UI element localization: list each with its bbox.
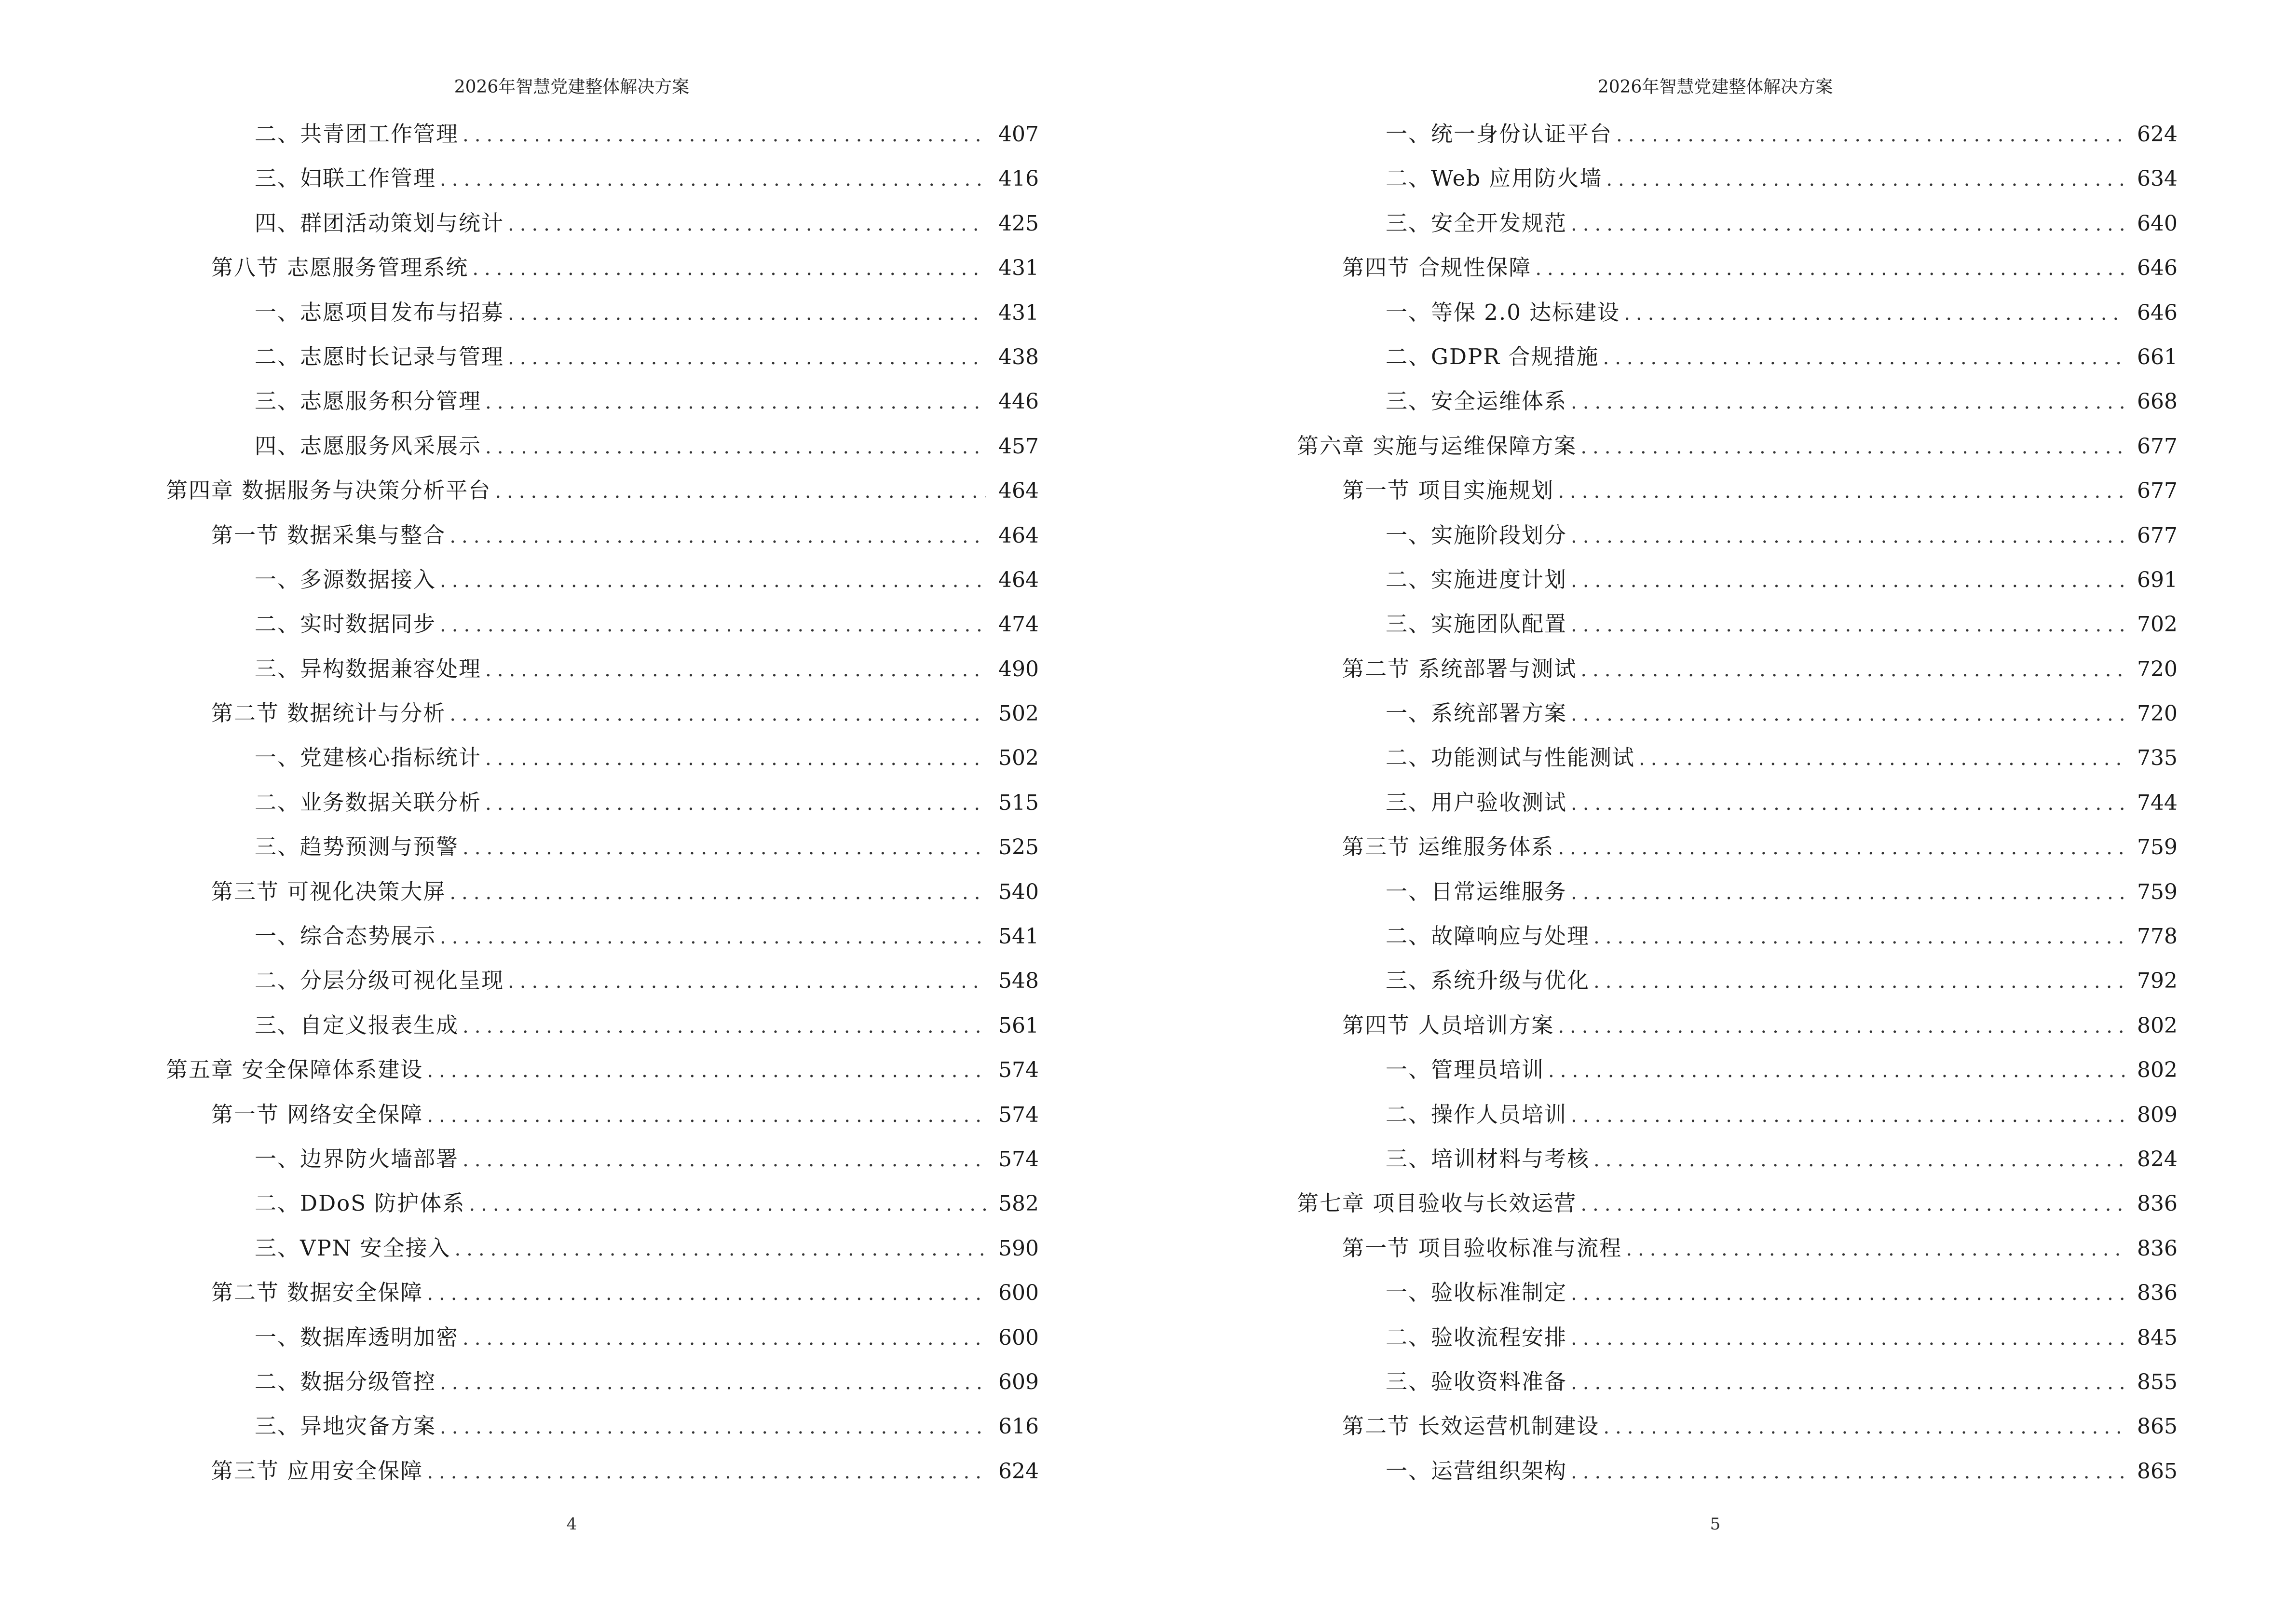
dot-leader (463, 1146, 986, 1174)
toc-entry-title: 第二节 数据安全保障 (211, 1280, 423, 1306)
toc-entry-title: 二、业务数据关联分析 (255, 789, 482, 815)
toc-entry[interactable] (1297, 1412, 2178, 1456)
toc-entry-page-number: 661 (2137, 344, 2178, 369)
toc-entry-page-number: 624 (2137, 122, 2178, 147)
dot-leader (1593, 1146, 2124, 1174)
toc-entry-title: 第四节 人员培训方案 (1342, 1012, 1554, 1038)
toc-entry-title: 第二节 数据统计与分析 (211, 700, 446, 726)
toc-entry[interactable] (1297, 1100, 2178, 1145)
toc-entry[interactable] (166, 1367, 1039, 1412)
toc-entry-page-number: 574 (998, 1102, 1039, 1127)
dot-leader (1558, 833, 2124, 862)
table-of-contents (1297, 120, 2178, 1501)
dot-leader (440, 1368, 986, 1397)
toc-entry-page-number: 416 (998, 166, 1039, 191)
toc-entry-page-number: 582 (998, 1191, 1039, 1216)
dot-leader (1548, 1056, 2124, 1085)
toc-entry-page-number: 759 (2137, 879, 2178, 904)
toc-entry-page-number: 474 (998, 612, 1039, 637)
dot-leader (1603, 1413, 2124, 1442)
toc-entry-page-number: 600 (998, 1325, 1039, 1350)
dot-leader (440, 1413, 986, 1442)
dot-leader (463, 833, 986, 862)
dot-leader (1580, 1190, 2124, 1219)
toc-entry-page-number: 855 (2137, 1369, 2178, 1394)
toc-entry[interactable] (166, 298, 1039, 342)
dot-leader (1571, 566, 2124, 595)
dot-leader (485, 655, 986, 684)
dot-leader (440, 165, 986, 194)
toc-entry[interactable] (166, 1234, 1039, 1278)
toc-entry-title: 二、故障响应与处理 (1386, 923, 1590, 949)
dot-leader (508, 343, 986, 372)
toc-entry-title: 一、边界防火墙部署 (255, 1146, 459, 1172)
toc-entry[interactable] (1297, 521, 2178, 565)
toc-entry-page-number: 691 (2137, 567, 2178, 592)
toc-entry-title: 第四章 数据服务与决策分析平台 (166, 478, 491, 504)
toc-entry-page-number: 845 (2137, 1325, 2178, 1350)
dot-leader (1571, 1458, 2124, 1487)
toc-entry-title: 四、志愿服务风采展示 (255, 433, 482, 459)
dot-leader (1571, 700, 2124, 729)
toc-entry[interactable] (1297, 1055, 2178, 1100)
toc-entry-title: 第七章 项目验收与长效运营 (1297, 1190, 1577, 1216)
toc-entry[interactable] (1297, 610, 2178, 654)
toc-entry[interactable] (1297, 432, 2178, 476)
toc-entry-page-number: 865 (2137, 1459, 2178, 1484)
toc-entry-page-number: 525 (998, 835, 1039, 860)
dot-leader (485, 744, 986, 773)
toc-entry-page-number: 490 (998, 656, 1039, 682)
dot-leader (427, 1458, 986, 1487)
toc-entry[interactable] (166, 1278, 1039, 1323)
toc-entry[interactable] (166, 1457, 1039, 1501)
toc-entry[interactable] (1297, 1367, 2178, 1412)
toc-entry[interactable] (166, 342, 1039, 387)
toc-entry[interactable] (166, 1412, 1039, 1456)
toc-entry-title: 三、志愿服务积分管理 (255, 388, 482, 414)
dot-leader (1571, 1101, 2124, 1130)
toc-entry-page-number: 836 (2137, 1236, 2178, 1261)
toc-entry-page-number: 778 (2137, 924, 2178, 949)
dot-leader (463, 121, 986, 150)
toc-entry-page-number: 616 (998, 1414, 1039, 1439)
toc-entry-title: 第八节 志愿服务管理系统 (211, 255, 469, 281)
toc-entry[interactable] (166, 1055, 1039, 1100)
toc-entry-title: 一、等保 2.0 达标建设 (1386, 299, 1620, 325)
toc-entry-title: 第一节 项目实施规划 (1342, 478, 1554, 504)
toc-entry-page-number: 438 (998, 344, 1039, 369)
toc-entry-title: 一、党建核心指标统计 (255, 745, 482, 771)
toc-entry-page-number: 802 (2137, 1013, 2178, 1038)
dot-leader (1558, 1012, 2124, 1041)
dot-leader (1580, 655, 2124, 684)
toc-entry-page-number: 464 (998, 478, 1039, 504)
right-page (1144, 0, 2287, 1624)
toc-entry[interactable] (1297, 164, 2178, 208)
toc-entry[interactable] (1297, 253, 2178, 298)
toc-entry[interactable] (1297, 387, 2178, 431)
toc-entry[interactable] (166, 877, 1039, 922)
toc-entry-title: 一、统一身份认证平台 (1386, 121, 1613, 147)
toc-entry-page-number: 720 (2137, 701, 2178, 726)
toc-entry-title: 二、DDoS 防护体系 (255, 1190, 465, 1216)
toc-entry-title: 第二节 系统部署与测试 (1342, 655, 1577, 682)
toc-entry-title: 一、志愿项目发布与招募 (255, 299, 504, 325)
dot-leader (449, 522, 986, 551)
toc-entry-page-number: 802 (2137, 1058, 2178, 1083)
toc-entry-title: 第二节 长效运营机制建设 (1342, 1413, 1600, 1439)
toc-entry-page-number: 600 (998, 1281, 1039, 1306)
dot-leader (1558, 477, 2124, 506)
dot-leader (485, 433, 986, 462)
toc-entry[interactable] (1297, 1278, 2178, 1323)
toc-entry-title: 二、Web 应用防火墙 (1386, 165, 1603, 191)
toc-entry-page-number: 634 (2137, 166, 2178, 191)
toc-entry-page-number: 464 (998, 523, 1039, 548)
toc-entry-title: 二、验收流程安排 (1386, 1324, 1567, 1350)
toc-entry-title: 第一节 项目验收标准与流程 (1342, 1235, 1622, 1261)
toc-entry-title: 二、实时数据同步 (255, 611, 436, 637)
toc-entry-title: 二、实施进度计划 (1386, 566, 1567, 592)
toc-entry[interactable] (1297, 1145, 2178, 1189)
dot-leader (440, 923, 986, 952)
dot-leader (1571, 1324, 2124, 1353)
toc-entry[interactable] (1297, 743, 2178, 788)
toc-entry-page-number: 425 (998, 211, 1039, 236)
dot-leader (427, 1056, 986, 1085)
toc-entry-title: 三、用户验收测试 (1386, 789, 1567, 815)
toc-entry-title: 第四节 合规性保障 (1342, 255, 1532, 281)
toc-entry-page-number: 502 (998, 701, 1039, 726)
toc-entry-title: 一、实施阶段划分 (1386, 522, 1567, 548)
toc-entry[interactable] (1297, 120, 2178, 164)
toc-entry-page-number: 541 (998, 924, 1039, 949)
dot-leader (1616, 121, 2124, 150)
toc-entry-title: 二、志愿时长记录与管理 (255, 343, 504, 369)
toc-entry-title: 三、趋势预测与预警 (255, 834, 459, 860)
toc-entry-page-number: 677 (2137, 523, 2178, 548)
dot-leader (495, 477, 986, 506)
toc-entry[interactable] (166, 1323, 1039, 1367)
toc-entry-page-number: 540 (998, 879, 1039, 904)
toc-entry-title: 一、管理员培训 (1386, 1057, 1545, 1083)
dot-leader (1603, 343, 2125, 372)
page-number: 5 (1710, 1515, 1721, 1534)
toc-entry-page-number: 431 (998, 300, 1039, 325)
toc-entry[interactable] (1297, 1011, 2178, 1055)
toc-entry[interactable] (166, 966, 1039, 1010)
toc-entry[interactable] (1297, 922, 2178, 966)
toc-entry[interactable] (166, 209, 1039, 253)
toc-entry-page-number: 464 (998, 567, 1039, 592)
toc-entry-page-number: 574 (998, 1058, 1039, 1083)
toc-entry-title: 三、异构数据兼容处理 (255, 655, 482, 682)
toc-entry[interactable] (166, 699, 1039, 743)
dot-leader (508, 299, 986, 328)
toc-entry-page-number: 502 (998, 746, 1039, 771)
toc-entry[interactable] (1297, 1234, 2178, 1278)
toc-entry[interactable] (166, 1011, 1039, 1055)
toc-entry[interactable] (166, 655, 1039, 699)
dot-leader (1571, 210, 2124, 239)
toc-entry[interactable] (166, 521, 1039, 565)
toc-entry-title: 二、GDPR 合规措施 (1386, 343, 1599, 369)
dot-leader (440, 611, 986, 640)
toc-entry-page-number: 668 (2137, 389, 2178, 414)
dot-leader (508, 210, 986, 239)
dot-leader (454, 1235, 986, 1264)
dot-leader (1626, 1235, 2124, 1264)
toc-entry[interactable] (1297, 1189, 2178, 1233)
toc-entry[interactable] (1297, 655, 2178, 699)
toc-entry-title: 第六章 实施与运维保障方案 (1297, 433, 1577, 459)
toc-entry-title: 三、安全运维体系 (1386, 388, 1567, 414)
toc-entry-page-number: 624 (998, 1459, 1039, 1484)
toc-entry-title: 一、验收标准制定 (1386, 1280, 1567, 1306)
dot-leader (1571, 1279, 2124, 1308)
dot-leader (1639, 744, 2124, 773)
toc-entry-title: 第三节 应用安全保障 (211, 1458, 423, 1484)
toc-entry-page-number: 548 (998, 969, 1039, 994)
page-header: 2026年智慧党建整体解决方案 (1597, 77, 1833, 97)
toc-entry-title: 二、操作人员培训 (1386, 1101, 1567, 1127)
toc-entry-title: 三、验收资料准备 (1386, 1368, 1567, 1394)
dot-leader (440, 566, 986, 595)
toc-entry-title: 二、数据分级管控 (255, 1368, 436, 1394)
toc-entry[interactable] (1297, 966, 2178, 1010)
dot-leader (1535, 254, 2124, 283)
toc-entry-title: 三、系统升级与优化 (1386, 968, 1590, 994)
toc-entry-page-number: 702 (2137, 612, 2178, 637)
toc-entry-page-number: 677 (2137, 434, 2178, 459)
dot-leader (508, 967, 986, 996)
dot-leader (485, 388, 986, 417)
toc-entry-page-number: 609 (998, 1369, 1039, 1394)
toc-entry[interactable] (1297, 298, 2178, 342)
toc-entry-page-number: 640 (2137, 211, 2178, 236)
dot-leader (427, 1101, 986, 1130)
dot-leader (449, 700, 986, 729)
toc-entry-page-number: 809 (2137, 1102, 2178, 1127)
toc-entry-title: 第一节 网络安全保障 (211, 1101, 423, 1127)
toc-entry[interactable] (166, 1145, 1039, 1189)
toc-entry[interactable] (1297, 788, 2178, 832)
toc-entry[interactable] (166, 922, 1039, 966)
toc-entry[interactable] (166, 565, 1039, 610)
dot-leader (427, 1279, 986, 1308)
toc-entry[interactable] (166, 788, 1039, 832)
toc-entry-title: 第三节 运维服务体系 (1342, 834, 1554, 860)
dot-leader (1571, 878, 2124, 907)
toc-entry-page-number: 446 (998, 389, 1039, 414)
toc-entry-page-number: 574 (998, 1146, 1039, 1172)
toc-entry[interactable] (166, 743, 1039, 788)
toc-entry-title: 一、运营组织架构 (1386, 1458, 1567, 1484)
toc-entry-title: 二、共青团工作管理 (255, 121, 459, 147)
dot-leader (1593, 923, 2124, 952)
toc-entry-page-number: 720 (2137, 656, 2178, 682)
dot-leader (469, 1190, 986, 1219)
toc-entry[interactable] (166, 120, 1039, 164)
toc-entry[interactable] (166, 432, 1039, 476)
toc-entry[interactable] (1297, 565, 2178, 610)
dot-leader (449, 878, 986, 907)
toc-entry-page-number: 792 (2137, 969, 2178, 994)
toc-entry-title: 三、妇联工作管理 (255, 165, 436, 191)
toc-entry-title: 一、多源数据接入 (255, 566, 436, 592)
toc-entry-title: 一、数据库透明加密 (255, 1324, 459, 1350)
dot-leader (1571, 611, 2124, 640)
toc-entry-page-number: 836 (2137, 1191, 2178, 1216)
dot-leader (1580, 433, 2124, 462)
toc-entry-title: 三、VPN 安全接入 (255, 1235, 451, 1261)
toc-entry-title: 三、异地灾备方案 (255, 1413, 436, 1439)
toc-entry[interactable] (166, 253, 1039, 298)
toc-entry[interactable] (1297, 476, 2178, 520)
toc-entry[interactable] (1297, 209, 2178, 253)
toc-entry-page-number: 515 (998, 790, 1039, 815)
table-of-contents (166, 120, 1039, 1501)
toc-entry-page-number: 646 (2137, 256, 2178, 281)
toc-entry-title: 二、功能测试与性能测试 (1386, 745, 1635, 771)
toc-entry[interactable] (1297, 699, 2178, 743)
toc-entry[interactable] (1297, 832, 2178, 877)
toc-entry-title: 一、综合态势展示 (255, 923, 436, 949)
toc-entry[interactable] (166, 476, 1039, 520)
toc-entry[interactable] (166, 164, 1039, 208)
toc-entry-page-number: 457 (998, 434, 1039, 459)
toc-entry-title: 四、群团活动策划与统计 (255, 210, 504, 236)
toc-entry[interactable] (1297, 342, 2178, 387)
dot-leader (1571, 789, 2124, 818)
toc-entry[interactable] (1297, 1323, 2178, 1367)
toc-entry-page-number: 590 (998, 1236, 1039, 1261)
toc-entry-page-number: 824 (2137, 1146, 2178, 1172)
toc-entry-page-number: 407 (998, 122, 1039, 147)
dot-leader (485, 789, 986, 818)
toc-entry-page-number: 561 (998, 1013, 1039, 1038)
toc-entry[interactable] (166, 387, 1039, 431)
toc-entry[interactable] (166, 1189, 1039, 1233)
toc-entry[interactable] (166, 610, 1039, 654)
toc-entry-page-number: 677 (2137, 478, 2178, 504)
toc-entry-title: 第三节 可视化决策大屏 (211, 878, 446, 904)
toc-entry-title: 二、分层分级可视化呈现 (255, 968, 504, 994)
toc-entry-title: 三、实施团队配置 (1386, 611, 1567, 637)
toc-entry-page-number: 735 (2137, 746, 2178, 771)
dot-leader (1593, 967, 2124, 996)
toc-entry[interactable] (1297, 1457, 2178, 1501)
toc-entry-page-number: 646 (2137, 300, 2178, 325)
toc-entry-page-number: 744 (2137, 790, 2178, 815)
page-header: 2026年智慧党建整体解决方案 (454, 77, 690, 97)
page-number: 4 (566, 1515, 577, 1534)
toc-entry-page-number: 865 (2137, 1414, 2178, 1439)
toc-entry-title: 第五章 安全保障体系建设 (166, 1057, 423, 1083)
dot-leader (472, 254, 986, 283)
dot-leader (1606, 165, 2124, 194)
dot-leader (463, 1012, 986, 1041)
toc-entry-page-number: 431 (998, 256, 1039, 281)
toc-entry[interactable] (1297, 877, 2178, 922)
toc-entry-page-number: 759 (2137, 835, 2178, 860)
toc-entry-title: 第一节 数据采集与整合 (211, 522, 446, 548)
dot-leader (1624, 299, 2124, 328)
toc-entry[interactable] (166, 1100, 1039, 1145)
toc-entry-title: 三、安全开发规范 (1386, 210, 1567, 236)
toc-entry-title: 一、日常运维服务 (1386, 878, 1567, 904)
toc-entry-title: 三、培训材料与考核 (1386, 1146, 1590, 1172)
dot-leader (463, 1324, 986, 1353)
dot-leader (1571, 1368, 2124, 1397)
toc-entry-title: 一、系统部署方案 (1386, 700, 1567, 726)
dot-leader (1571, 522, 2124, 551)
toc-entry[interactable] (166, 832, 1039, 877)
toc-entry-title: 三、自定义报表生成 (255, 1012, 459, 1038)
dot-leader (1571, 388, 2124, 417)
toc-entry-page-number: 836 (2137, 1281, 2178, 1306)
